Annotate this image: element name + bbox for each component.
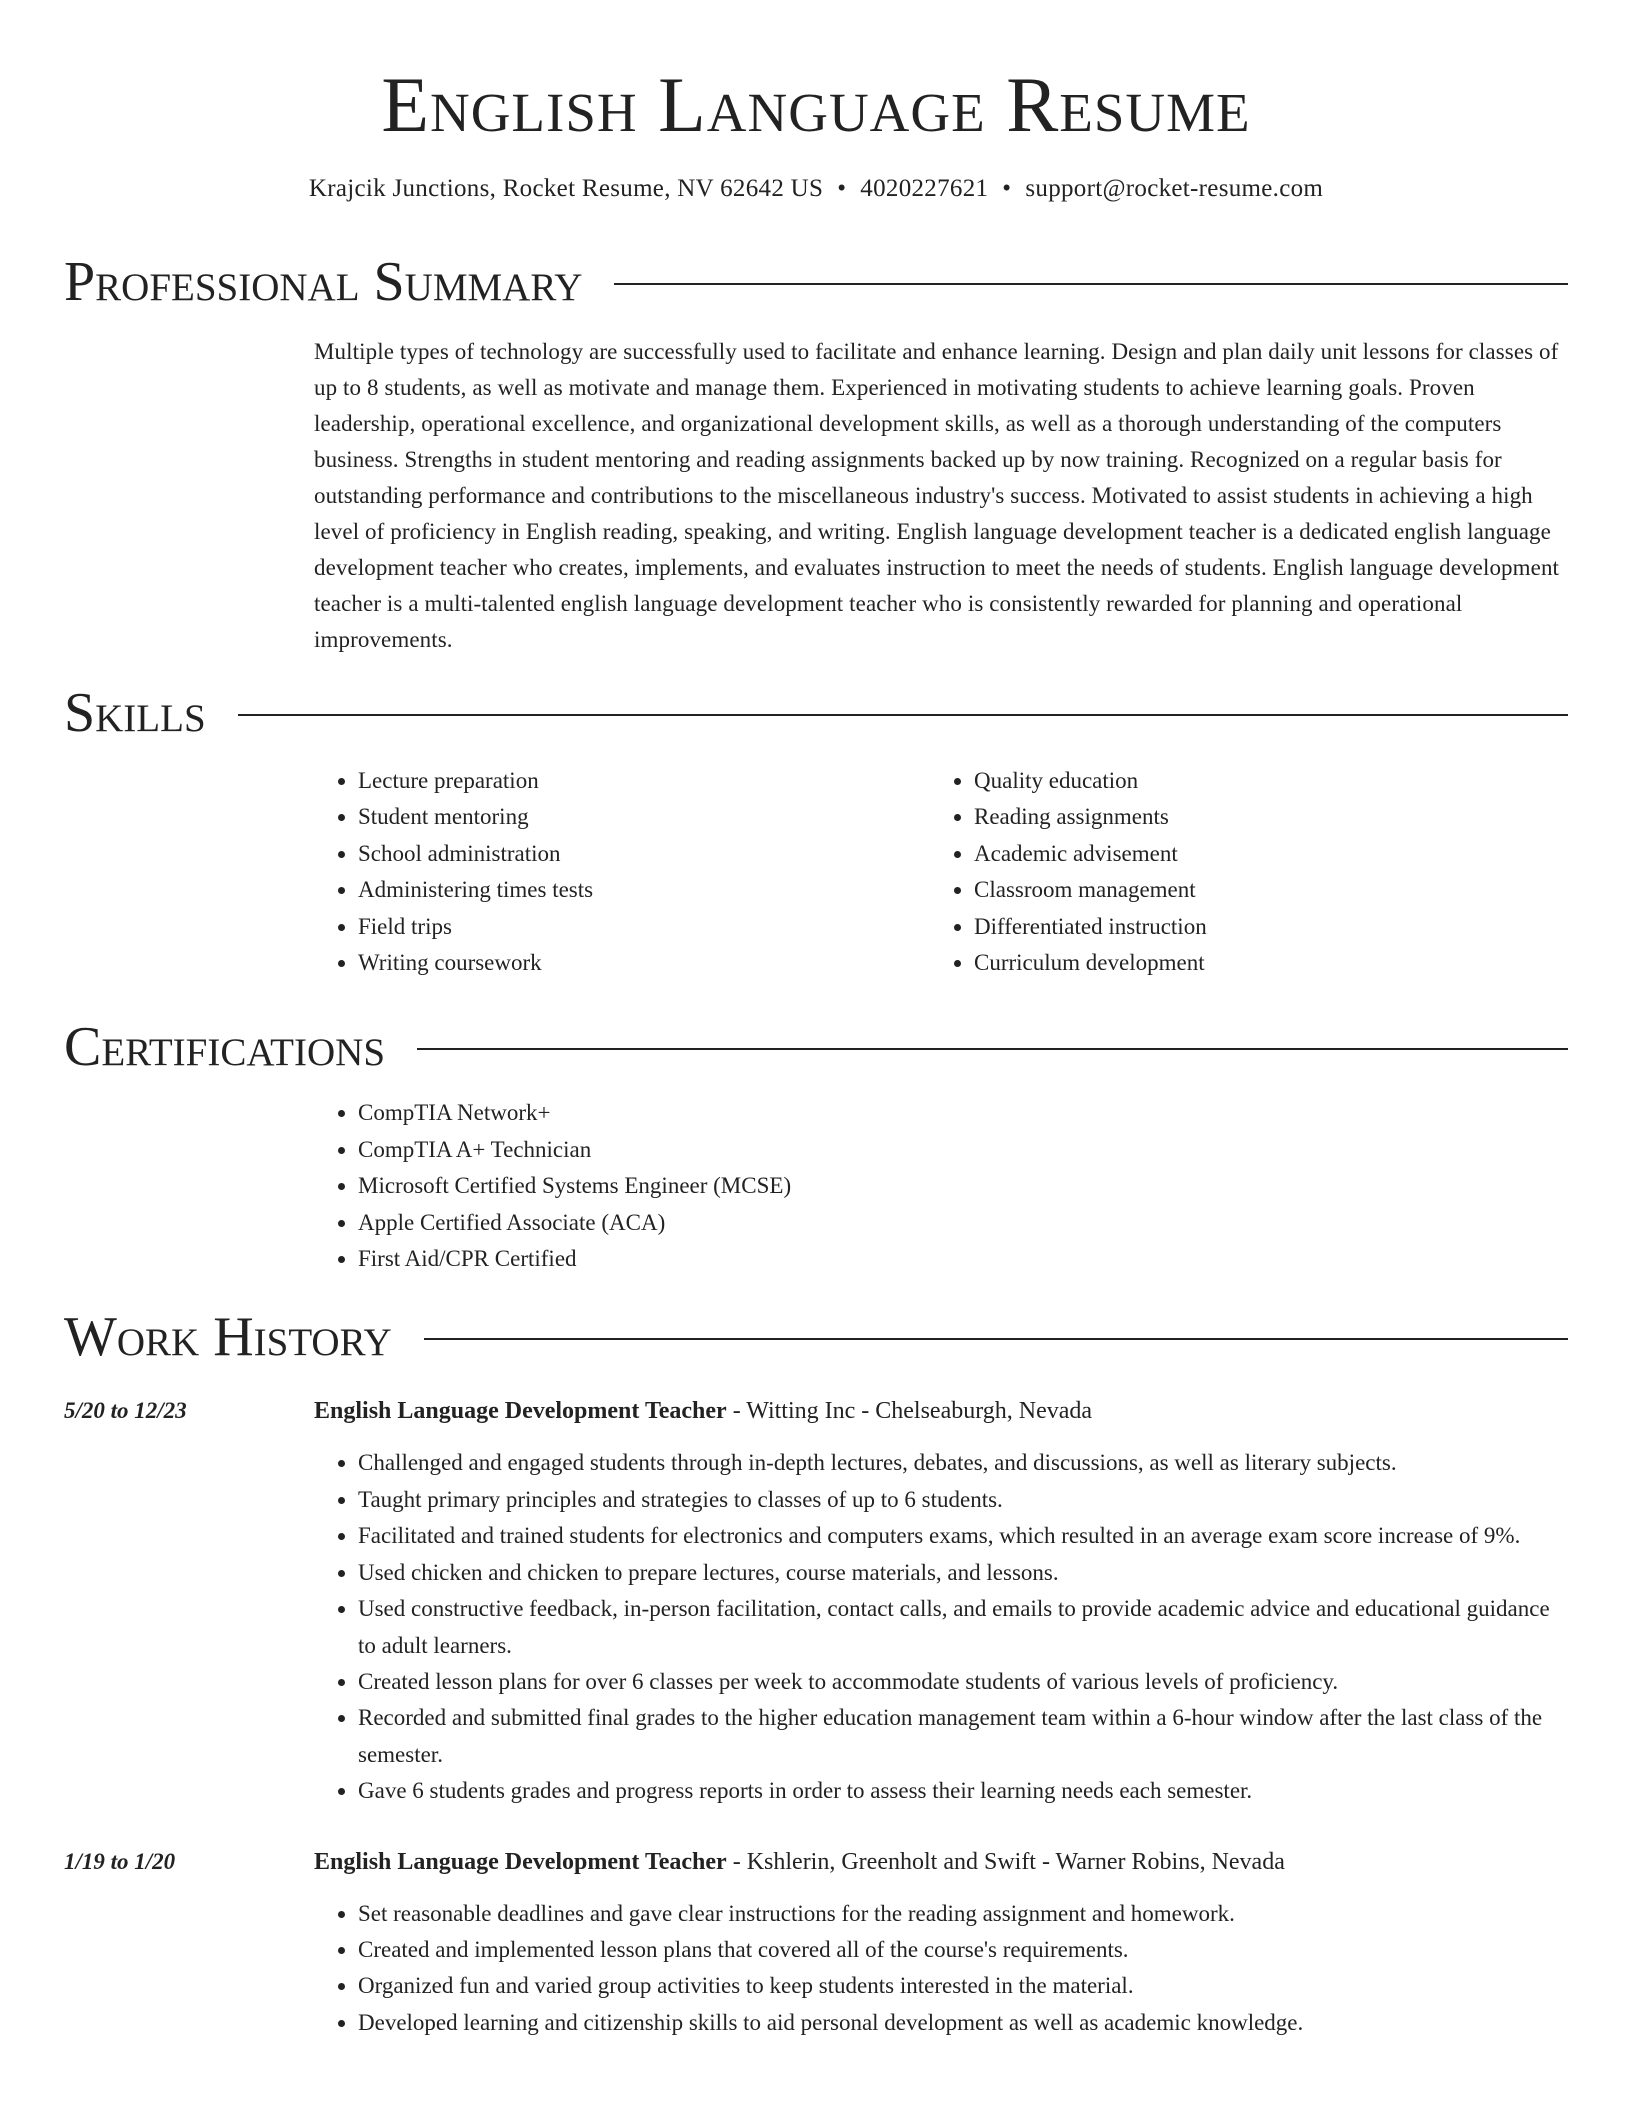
skills-heading: Skills	[64, 682, 206, 744]
contact-phone: 4020227621	[860, 175, 989, 202]
certification-item: • Apple Certified Associate (ACA)	[358, 1205, 1568, 1241]
summary-heading: Professional Summary	[64, 251, 583, 313]
certifications-heading: Certifications	[64, 1016, 386, 1079]
skill-item: • Lecture preparation	[358, 763, 930, 799]
section-divider	[614, 283, 1568, 285]
job-bullet: • Recorded and submitted final grades to the higher education management team within a 6-hour window after the last class of the semester.	[358, 1700, 1568, 1773]
job-heading	[314, 1844, 1568, 1880]
job-dates: 1/19 to 1/20	[64, 1848, 176, 1874]
skill-item: • Classroom management	[974, 872, 1546, 908]
skill-item: • Academic advisement	[974, 836, 1546, 872]
skill-item: • Differentiated instruction	[974, 909, 1546, 945]
skills-column-right	[930, 763, 1546, 981]
skill-item: • Reading assignments	[974, 799, 1546, 835]
work-history-section-header	[64, 1305, 1568, 1369]
contact-separator: •	[837, 175, 847, 202]
job-title: English Language Development Teacher	[314, 1398, 727, 1425]
skill-item: • Curriculum development	[974, 945, 1546, 981]
contact-email: support@rocket-resume.com	[1025, 175, 1324, 202]
job-employer: - Kshlerin, Greenholt and Swift - Warner Robins, Nevada	[726, 1848, 1285, 1875]
job-bullet: • Taught primary principles and strategies to classes of up to 6 students.	[358, 1482, 1568, 1518]
skill-item: • Quality education	[974, 763, 1546, 799]
skill-item: • Writing coursework	[358, 945, 930, 981]
job-body	[314, 1393, 1568, 1809]
job-bullet: • Used chicken and chicken to prepare lectures, course materials, and lessons.	[358, 1555, 1568, 1591]
certification-item: • Microsoft Certified Systems Engineer (MCSE)	[358, 1168, 1568, 1204]
skills-column-left	[314, 763, 930, 981]
job-bullet: • Organized fun and varied group activities to keep students interested in the material.	[358, 1968, 1568, 2004]
certification-item: • CompTIA A+ Technician	[358, 1132, 1568, 1168]
section-divider	[417, 1048, 1568, 1050]
work-history-heading: Work History	[64, 1306, 392, 1369]
job-bullet: • Gave 6 students grades and progress reports in order to assess their learning needs each semester.	[358, 1773, 1568, 1809]
job-bullet: • Created lesson plans for over 6 classes per week to accommodate students of various levels of proficiency.	[358, 1664, 1568, 1700]
job-bullet: • Developed learning and citizenship skills to aid personal development as well as academic knowledge.	[358, 2005, 1568, 2041]
resume-title: English Language Resume	[381, 61, 1251, 148]
skill-item: • Field trips	[358, 909, 930, 945]
certifications-section-header	[64, 1015, 1568, 1079]
skills-list	[314, 763, 1568, 981]
skills-section-header	[64, 681, 1568, 745]
certification-item: • First Aid/CPR Certified	[358, 1241, 1568, 1277]
job-bullet: • Used constructive feedback, in-person facilitation, contact calls, and emails to provide academic advice and educational guidance to adult learners.	[358, 1591, 1568, 1664]
contact-separator: •	[1002, 175, 1012, 202]
job-bullets	[314, 1896, 1568, 2042]
job-bullets	[314, 1445, 1568, 1809]
skill-item: • Administering times tests	[358, 872, 930, 908]
job-body	[314, 1844, 1568, 2042]
contact-line	[64, 172, 1568, 206]
contact-address: Krajcik Junctions, Rocket Resume, NV 62642 US	[308, 175, 824, 202]
job-bullet: • Set reasonable deadlines and gave clear instructions for the reading assignment and homework.	[358, 1896, 1568, 1932]
resume-page	[64, 0, 1568, 2041]
certification-item: • CompTIA Network+	[358, 1095, 1568, 1131]
skill-item: • Student mentoring	[358, 799, 930, 835]
summary-text: Multiple types of technology are successfully used to facilitate and enhance learning. Design and plan daily unit lessons for classes of up to 8 students, as well as motivate and manage them. Experienced in motivating students to achieve learning goals. Proven leadership, operational excellence, and organizational development skills, as well as a thorough understanding of the computers business. Strengths in student mentoring and reading assignments backed up by now training. Recognized on a regular basis for outstanding performance and contributions to the miscellaneous industry's success. Motivated to assist students in achieving a high level of proficiency in English reading, speaking, and writing. English language development teacher is a dedicated english language development teacher who creates, implements, and evaluates instruction to meet the needs of students. English language development teacher is a multi-talented english language development teacher who is consistently rewarded for planning and operational improvements.	[314, 339, 1560, 652]
job-title: English Language Development Teacher	[314, 1848, 727, 1875]
job-entry	[64, 1393, 1568, 1809]
job-heading	[314, 1393, 1568, 1429]
job-bullet: • Challenged and engaged students through in-depth lectures, debates, and discussions, as well as literary subjects.	[358, 1445, 1568, 1481]
job-bullet: • Created and implemented lesson plans that covered all of the course's requirements.	[358, 1932, 1568, 1968]
section-divider	[424, 1338, 1568, 1340]
job-bullet: • Facilitated and trained students for electronics and computers exams, which resulted in an average exam score increase of 9%.	[358, 1518, 1568, 1554]
section-divider	[238, 714, 1568, 716]
job-employer: - Witting Inc - Chelseaburgh, Nevada	[726, 1398, 1093, 1425]
summary-section-header	[64, 250, 1568, 314]
job-dates: 5/20 to 12/23	[64, 1398, 187, 1424]
certifications-list	[314, 1095, 1568, 1277]
skill-item: • School administration	[358, 836, 930, 872]
job-entry	[64, 1844, 1568, 2042]
